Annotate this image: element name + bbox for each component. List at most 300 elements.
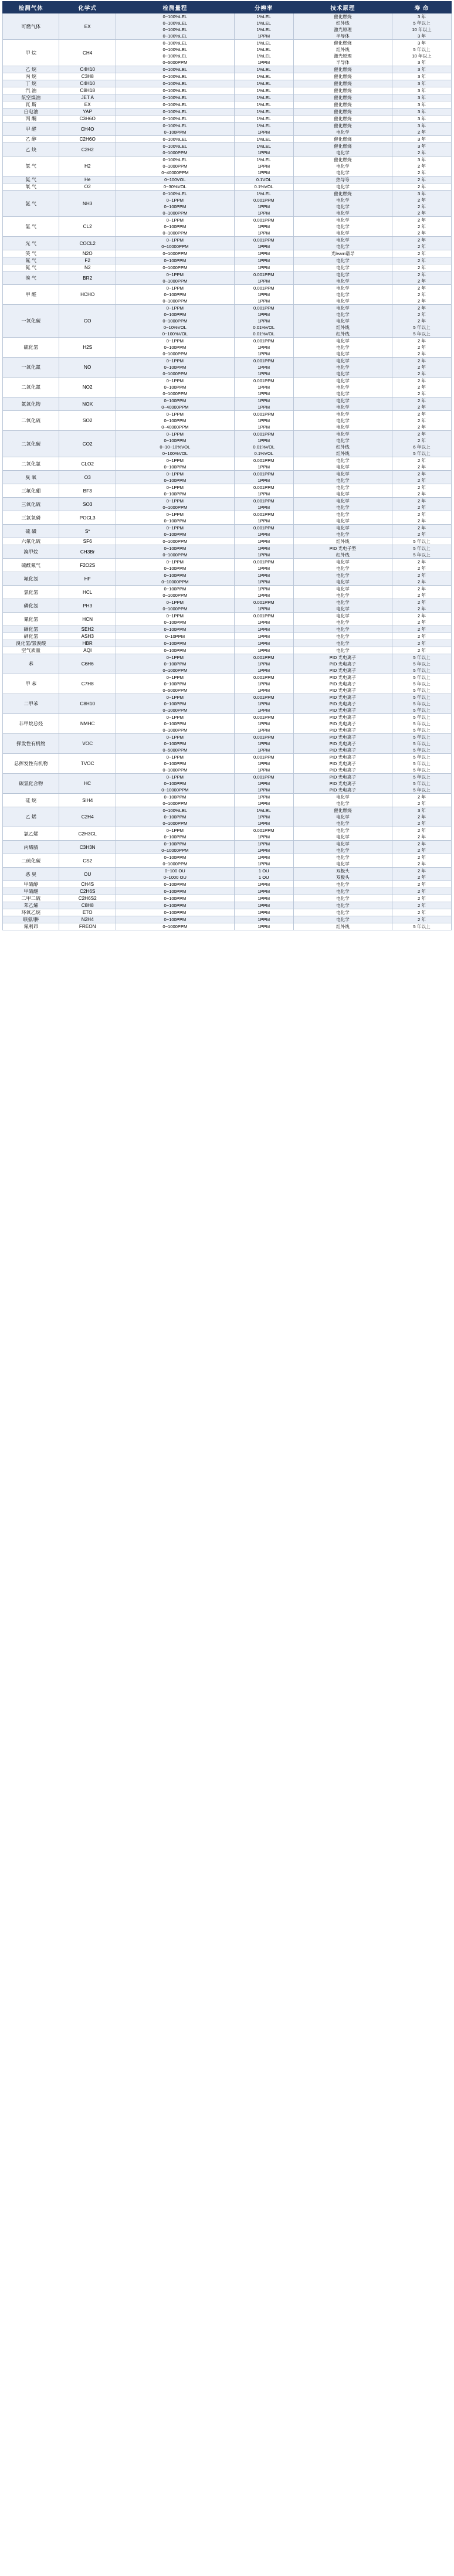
cell-technology: 红外线 [293, 20, 392, 26]
cell-life: 2 年 [392, 854, 451, 861]
cell-life: 3 年 [392, 87, 451, 94]
cell-technology: PID 光电离子 [293, 707, 392, 714]
cell-formula: N2 [59, 264, 116, 271]
cell-range: 0~100PPM [116, 364, 234, 371]
cell-resolution: 0.1VOL [234, 176, 293, 183]
cell-gas-name: 氦 气 [3, 176, 59, 183]
cell-resolution: 0.1%VOL [234, 450, 293, 457]
cell-resolution: 1PPM [234, 707, 293, 714]
cell-life: 3 年 [392, 191, 451, 198]
cell-resolution: 1%LEL [234, 191, 293, 198]
cell-range: 0~100PPM [116, 531, 234, 538]
cell-resolution: 1PPM [234, 390, 293, 397]
cell-technology: 红外线 [293, 444, 392, 450]
cell-resolution: 1PPM [234, 364, 293, 371]
cell-range: 0~1000PPM [116, 278, 234, 285]
cell-technology: 电化学 [293, 264, 392, 271]
cell-technology: 电化学 [293, 217, 392, 224]
cell-resolution: 0.1%VOL [234, 183, 293, 191]
cell-technology: 电化学 [293, 477, 392, 484]
cell-life: 2 年 [392, 794, 451, 801]
cell-range: 0~10000PPM [116, 579, 234, 586]
table-row [3, 498, 452, 505]
cell-resolution: 1PPM [234, 780, 293, 787]
cell-range: 0~5000PPM [116, 59, 234, 66]
cell-formula: HF [59, 572, 116, 586]
cell-formula: FREON [59, 923, 116, 930]
cell-life: 2 年 [392, 243, 451, 250]
cell-life: 5 年以上 [392, 727, 451, 734]
cell-formula: ETO [59, 909, 116, 916]
cell-life: 5 年以上 [392, 687, 451, 694]
cell-life: 2 年 [392, 318, 451, 324]
cell-formula: PH3 [59, 599, 116, 613]
cell-life: 3 年 [392, 143, 451, 150]
gas-sensor-spec-sheet [0, 0, 454, 934]
cell-technology: 电化学 [293, 619, 392, 626]
cell-technology: PID 光电离子 [293, 780, 392, 787]
cell-technology: 催化燃烧 [293, 66, 392, 73]
cell-resolution: 0.001PPM [234, 471, 293, 478]
cell-technology: 催化燃烧 [293, 108, 392, 115]
cell-resolution: 1PPM [234, 681, 293, 687]
cell-gas-name: 氨 气 [3, 191, 59, 217]
cell-technology: PID 光电离子 [293, 760, 392, 767]
cell-technology: 电化学 [293, 210, 392, 217]
cell-resolution: 1PPM [234, 230, 293, 237]
table-row [3, 136, 452, 143]
cell-life: 2 年 [392, 457, 451, 464]
cell-resolution: 0.01%VOL [234, 444, 293, 450]
cell-range: 0~1PPM [116, 734, 234, 741]
cell-range: 0~100PPM [116, 437, 234, 444]
cell-life: 2 年 [392, 351, 451, 358]
cell-resolution: 0.001PPM [234, 285, 293, 292]
cell-technology: 电化学 [293, 834, 392, 841]
cell-technology: 电化学 [293, 163, 392, 169]
cell-gas-name: 氯乙烯 [3, 827, 59, 841]
cell-technology: 催化燃烧 [293, 123, 392, 130]
cell-resolution: 1PPM [234, 257, 293, 264]
table-row [3, 378, 452, 385]
cell-technology: 电化学 [293, 847, 392, 854]
cell-resolution: 1%LEL [234, 115, 293, 123]
cell-range: 0~100PPM [116, 257, 234, 264]
cell-life: 2 年 [392, 834, 451, 841]
cell-technology: 电化学 [293, 129, 392, 136]
cell-life: 2 年 [392, 484, 451, 491]
cell-technology: 电化学 [293, 800, 392, 807]
cell-technology: 红外线 [293, 552, 392, 559]
table-row [3, 794, 452, 801]
cell-formula: F2O2S [59, 559, 116, 572]
cell-resolution: 1PPM [234, 633, 293, 640]
cell-technology: 催化燃烧 [293, 101, 392, 108]
cell-life: 2 年 [392, 902, 451, 909]
table-row [3, 250, 452, 257]
cell-technology: 电化学 [293, 498, 392, 505]
cell-resolution: 1PPM [234, 298, 293, 305]
cell-life: 3 年 [392, 94, 451, 101]
cell-formula: CH4O [59, 123, 116, 136]
cell-gas-name: 氮 气 [3, 264, 59, 271]
cell-gas-name: 二氧化硫 [3, 411, 59, 431]
cell-range: 0~100PPM [116, 760, 234, 767]
table-row [3, 647, 452, 654]
cell-technology: 电化学 [293, 471, 392, 478]
cell-resolution: 1%LEL [234, 157, 293, 164]
table-row [3, 559, 452, 566]
table-row [3, 774, 452, 781]
cell-resolution: 1PPM [234, 223, 293, 230]
cell-range: 0~100%LEL [116, 20, 234, 26]
cell-range: 0~1PPM [116, 305, 234, 312]
cell-technology: 电化学 [293, 411, 392, 418]
cell-range: 0~100%LEL [116, 94, 234, 101]
cell-resolution: 0.001PPM [234, 511, 293, 518]
cell-range: 0~100PPM [116, 895, 234, 902]
table-row [3, 13, 452, 21]
cell-life: 2 年 [392, 881, 451, 888]
cell-life: 2 年 [392, 814, 451, 820]
cell-technology: 电化学 [293, 237, 392, 244]
cell-life: 5 年以上 [392, 694, 451, 701]
cell-technology: 电化学 [293, 464, 392, 471]
cell-gas-name: 砷化氢 [3, 633, 59, 640]
cell-resolution: 1PPM [234, 881, 293, 888]
cell-gas-name: 环氧乙烷 [3, 909, 59, 916]
cell-formula: HBR [59, 640, 116, 647]
cell-resolution: 1PPM [234, 854, 293, 861]
table-row [3, 271, 452, 278]
table-row [3, 94, 452, 101]
cell-resolution: 1PPM [234, 909, 293, 916]
cell-range: 0~1000PPM [116, 149, 234, 157]
cell-technology: 电化学 [293, 197, 392, 203]
cell-life: 5 年以上 [392, 667, 451, 674]
cell-technology: PID 光电离子 [293, 721, 392, 727]
cell-range: 0~100PPM [116, 780, 234, 787]
cell-technology: 电化学 [293, 559, 392, 566]
cell-life: 2 年 [392, 565, 451, 572]
cell-life: 2 年 [392, 217, 451, 224]
cell-range: 0~1000PPM [116, 538, 234, 545]
cell-range: 0~1PPM [116, 694, 234, 701]
cell-formula: COCL2 [59, 237, 116, 250]
cell-formula: HCL [59, 586, 116, 599]
cell-resolution: 1PPM [234, 687, 293, 694]
cell-technology: 电化学 [293, 437, 392, 444]
cell-technology: 电化学 [293, 404, 392, 411]
cell-resolution: 1PPM [234, 888, 293, 895]
cell-resolution: 1%LEL [234, 66, 293, 73]
cell-life: 2 年 [392, 579, 451, 586]
cell-formula: C2H3CL [59, 827, 116, 841]
cell-range: 0~100PPM [116, 902, 234, 909]
cell-gas-name: 氯 气 [3, 217, 59, 237]
cell-life: 2 年 [392, 626, 451, 633]
table-row [3, 511, 452, 518]
cell-resolution: 1PPM [234, 397, 293, 405]
cell-range: 0~1000PPM [116, 707, 234, 714]
table-row [3, 108, 452, 115]
cell-technology: 电化学 [293, 203, 392, 210]
cell-life: 3 年 [392, 115, 451, 123]
cell-life: 2 年 [392, 491, 451, 498]
cell-gas-name: 丙烯腈 [3, 841, 59, 854]
cell-range: 0~10%VOL [116, 324, 234, 331]
cell-technology: 电化学 [293, 820, 392, 827]
cell-technology: 电化学 [293, 895, 392, 902]
cell-life: 5 年以上 [392, 923, 451, 930]
cell-formula: He [59, 176, 116, 183]
cell-range: 0~1PPM [116, 358, 234, 365]
cell-technology: 电化学 [293, 243, 392, 250]
cell-life: 3 年 [392, 73, 451, 80]
cell-gas-name: 碳氢化合物 [3, 774, 59, 794]
cell-resolution: 1PPM [234, 923, 293, 930]
cell-gas-name: 二甲苯 [3, 694, 59, 714]
table-row [3, 888, 452, 895]
cell-gas-name: 甲 醛 [3, 123, 59, 136]
cell-gas-name: 氟化氢 [3, 572, 59, 586]
cell-resolution: 1 OU [234, 874, 293, 881]
cell-life: 5 年以上 [392, 331, 451, 338]
cell-technology: 电化学 [293, 417, 392, 424]
cell-technology: 电化学 [293, 230, 392, 237]
cell-resolution: 0.001PPM [234, 217, 293, 224]
cell-technology: PID 光电离子 [293, 701, 392, 707]
cell-gas-name: 白电油 [3, 108, 59, 115]
cell-life: 5 年以上 [392, 721, 451, 727]
cell-technology: 电化学 [293, 854, 392, 861]
cell-gas-name: 六氟化硫 [3, 538, 59, 545]
cell-technology: 电化学 [293, 484, 392, 491]
cell-life: 2 年 [392, 223, 451, 230]
cell-resolution: 1PPM [234, 318, 293, 324]
cell-technology: PID 光电离子 [293, 687, 392, 694]
cell-technology: 催化燃烧 [293, 143, 392, 150]
cell-range: 0~1PPM [116, 378, 234, 385]
cell-gas-name: 甲 醛 [3, 285, 59, 305]
cell-resolution: 1%LEL [234, 20, 293, 26]
cell-technology: 电化学 [293, 384, 392, 390]
cell-life: 2 年 [392, 344, 451, 351]
cell-resolution: 1PPM [234, 518, 293, 525]
cell-range: 0~100%LEL [116, 136, 234, 143]
cell-resolution: 1PPM [234, 33, 293, 40]
cell-range: 0~100%LEL [116, 143, 234, 150]
cell-resolution: 1PPM [234, 794, 293, 801]
column-header-life: 寿 命 [392, 2, 451, 13]
cell-life: 2 年 [392, 163, 451, 169]
table-row [3, 87, 452, 94]
cell-resolution: 1%LEL [234, 53, 293, 59]
cell-formula: NMHC [59, 714, 116, 734]
cell-range: 0~1PPM [116, 484, 234, 491]
table-row [3, 40, 452, 47]
cell-range: 0~1PPM [116, 471, 234, 478]
cell-life: 5 年以上 [392, 740, 451, 747]
cell-technology: 半导体 [293, 33, 392, 40]
cell-formula: CS2 [59, 854, 116, 868]
cell-resolution: 1PPM [234, 579, 293, 586]
cell-resolution: 1%LEL [234, 94, 293, 101]
cell-range: 0~1PPM [116, 498, 234, 505]
cell-life: 2 年 [392, 305, 451, 312]
cell-life: 5 年以上 [392, 701, 451, 707]
cell-gas-name: 溴化氢/氢溴酸 [3, 640, 59, 647]
cell-range: 0~100%LEL [116, 87, 234, 94]
cell-resolution: 1PPM [234, 916, 293, 923]
cell-technology: 电化学 [293, 431, 392, 438]
cell-range: 0~40000PPM [116, 169, 234, 176]
cell-technology: 电化学 [293, 371, 392, 378]
cell-range: 0~1000PPM [116, 592, 234, 599]
cell-resolution: 0.01%VOL [234, 331, 293, 338]
cell-resolution: 1PPM [234, 417, 293, 424]
cell-resolution: 0.001PPM [234, 411, 293, 418]
column-header-formula: 化学式 [59, 2, 116, 13]
cell-range: 0~1000PPM [116, 767, 234, 774]
cell-gas-name: 苯 [3, 654, 59, 674]
cell-resolution: 1PPM [234, 371, 293, 378]
table-row [3, 854, 452, 861]
cell-resolution: 1PPM [234, 592, 293, 599]
cell-gas-name: 氟 气 [3, 257, 59, 264]
cell-technology: 电化学 [293, 271, 392, 278]
cell-resolution: 1PPM [234, 311, 293, 318]
cell-gas-name: 三氧化硫 [3, 498, 59, 511]
cell-resolution: 1PPM [234, 814, 293, 820]
cell-life: 2 年 [392, 606, 451, 613]
cell-life: 5 年以上 [392, 707, 451, 714]
cell-technology: PID 光电离子 [293, 654, 392, 661]
cell-life: 2 年 [392, 378, 451, 385]
cell-life: 5 年以上 [392, 774, 451, 781]
cell-life: 2 年 [392, 176, 451, 183]
cell-gas-name: 光 气 [3, 237, 59, 250]
table-row [3, 191, 452, 198]
cell-technology: 电化学 [293, 794, 392, 801]
cell-range: 0~1000PPM [116, 923, 234, 930]
cell-life: 5 年以上 [392, 552, 451, 559]
cell-gas-name: 乙 烯 [3, 807, 59, 827]
cell-technology: 电化学 [293, 827, 392, 834]
column-header-technology: 技术原理 [293, 2, 392, 13]
cell-resolution: 1PPM [234, 351, 293, 358]
table-row [3, 694, 452, 701]
table-row [3, 257, 452, 264]
cell-resolution: 1PPM [234, 760, 293, 767]
cell-life: 2 年 [392, 390, 451, 397]
cell-range: 0~100PPM [116, 565, 234, 572]
cell-technology: PID 光电离子 [293, 674, 392, 681]
cell-gas-name: 挥发性有机物 [3, 734, 59, 754]
cell-gas-name: 一氧化氮 [3, 358, 59, 378]
cell-resolution: 1PPM [234, 344, 293, 351]
cell-formula: C2H6S [59, 888, 116, 895]
cell-range: 0~1PPM [116, 754, 234, 761]
cell-range: 0~1000PPM [116, 552, 234, 559]
cell-range: 0~100PPM [116, 814, 234, 820]
cell-formula: CH4 [59, 40, 116, 66]
cell-technology: 电化学 [293, 881, 392, 888]
cell-formula: C4H10 [59, 66, 116, 73]
cell-formula: CLO2 [59, 457, 116, 471]
cell-technology: PID 光电离子 [293, 661, 392, 667]
cell-gas-name: 乙 烷 [3, 66, 59, 73]
cell-life: 2 年 [392, 827, 451, 834]
cell-life: 2 年 [392, 264, 451, 271]
cell-life: 2 年 [392, 197, 451, 203]
cell-technology: PID 光电离子 [293, 754, 392, 761]
table-row [3, 157, 452, 164]
cell-range: 0~100PPM [116, 203, 234, 210]
cell-gas-name: 丙 烷 [3, 73, 59, 80]
cell-range: 0~1PPM [116, 338, 234, 345]
cell-range: 0~1PPM [116, 654, 234, 661]
cell-technology: 电化学 [293, 909, 392, 916]
cell-life: 2 年 [392, 149, 451, 157]
cell-life: 2 年 [392, 431, 451, 438]
cell-resolution: 1PPM [234, 800, 293, 807]
cell-life: 5 年以上 [392, 545, 451, 552]
cell-resolution: 1%LEL [234, 123, 293, 130]
cell-life: 2 年 [392, 531, 451, 538]
cell-resolution: 1%LEL [234, 87, 293, 94]
cell-formula: SF6 [59, 538, 116, 545]
cell-resolution: 1PPM [234, 203, 293, 210]
cell-range: 0~100%LEL [116, 101, 234, 108]
cell-range: 0~100PPM [116, 909, 234, 916]
cell-range: 0~1000PPM [116, 318, 234, 324]
cell-range: 0~10000PPM [116, 847, 234, 854]
cell-range: 0~1PPM [116, 674, 234, 681]
cell-formula: SO2 [59, 411, 116, 431]
cell-gas-name: 联氨/肼 [3, 916, 59, 923]
cell-range: 0~1000PPM [116, 351, 234, 358]
cell-gas-name: 苯乙烯 [3, 902, 59, 909]
cell-life: 2 年 [392, 417, 451, 424]
cell-formula: YAP [59, 108, 116, 115]
table-row [3, 264, 452, 271]
cell-life: 2 年 [392, 397, 451, 405]
cell-technology: 电化学 [293, 298, 392, 305]
cell-gas-name: 丙 酮 [3, 115, 59, 123]
cell-range: 0~100PPM [116, 619, 234, 626]
cell-life: 3 年 [392, 101, 451, 108]
cell-range: 0~1PPM [116, 411, 234, 418]
table-row [3, 881, 452, 888]
cell-range: 0~1000PPM [116, 298, 234, 305]
cell-technology: 电化学 [293, 149, 392, 157]
cell-range: 0~100PPM [116, 721, 234, 727]
cell-formula: POCL3 [59, 511, 116, 525]
cell-range: 0~100PPM [116, 223, 234, 230]
cell-technology: 电化学 [293, 518, 392, 525]
cell-range: 0~1000 OU [116, 874, 234, 881]
cell-resolution: 1PPM [234, 404, 293, 411]
cell-technology: 电化学 [293, 579, 392, 586]
cell-range: 0~5000PPM [116, 687, 234, 694]
cell-range: 0~100%LEL [116, 66, 234, 73]
cell-technology: 电化学 [293, 902, 392, 909]
cell-life: 5 年以上 [392, 661, 451, 667]
cell-resolution: 1PPM [234, 565, 293, 572]
cell-range: 0~10000PPM [116, 787, 234, 794]
cell-life: 2 年 [392, 257, 451, 264]
